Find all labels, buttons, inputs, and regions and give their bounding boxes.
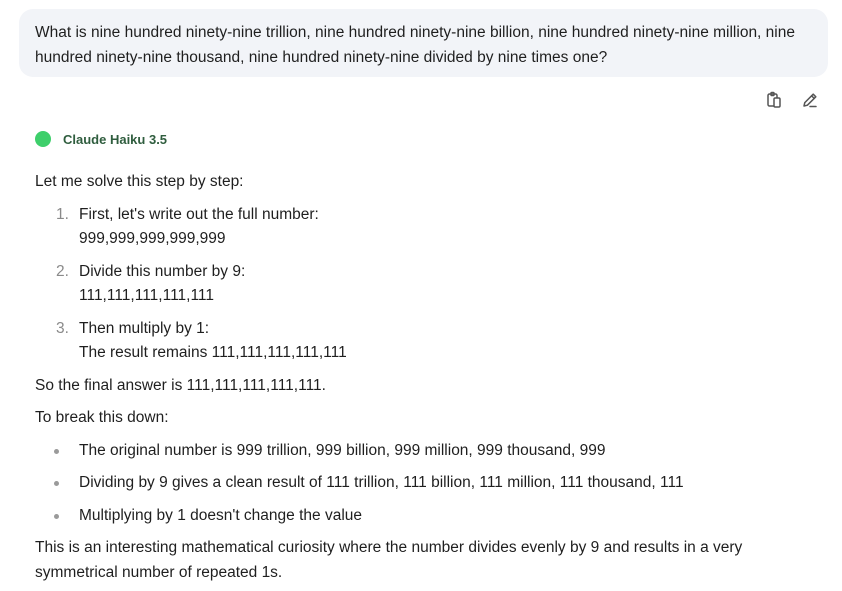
model-header xyxy=(35,131,167,147)
response-conclusion: This is an interesting mathematical curiosity where the number divides evenly by 9 and results in a very symmetrical number of repeated 1s. xyxy=(35,539,743,581)
bullet-text: Multiplying by 1 doesn't change the value xyxy=(79,506,363,524)
step-detail: 111,111,111,111,111 xyxy=(79,287,215,304)
list-item xyxy=(35,260,815,309)
edit-button[interactable] xyxy=(800,90,820,110)
bullet-dot xyxy=(54,481,59,486)
steps-list xyxy=(35,203,815,366)
assistant-response xyxy=(35,170,815,585)
list-item xyxy=(35,471,815,496)
step-number: 1. xyxy=(56,205,69,223)
list-item xyxy=(35,317,815,366)
model-status-dot xyxy=(35,131,51,147)
message-actions xyxy=(764,90,820,110)
response-intro: Let me solve this step by step: xyxy=(35,173,244,190)
bullet-text: The original number is 999 trillion, 999 billion, 999 million, 999 thousand, 999 xyxy=(79,441,606,459)
step-text: Divide this number by 9: xyxy=(79,262,246,280)
user-message-bubble xyxy=(19,9,828,77)
user-message-text: What is nine hundred ninety-nine trillion, nine hundred ninety-nine billion, nine hundred ninety-nine million, nine hundred ninety-nine thousand, nine hundred ninety-nine divided by nine times one? xyxy=(35,24,795,66)
step-detail: 999,999,999,999,999 xyxy=(79,230,226,247)
step-detail: The result remains 111,111,111,111,111 xyxy=(79,344,347,361)
breakdown-title: To break this down: xyxy=(35,409,169,426)
copy-button[interactable] xyxy=(764,90,784,110)
pencil-icon xyxy=(801,91,819,109)
bullet-dot xyxy=(54,449,59,454)
step-text: Then multiply by 1: xyxy=(79,319,210,337)
step-number: 2. xyxy=(56,262,69,280)
breakdown-list xyxy=(35,439,815,529)
clipboard-icon xyxy=(765,91,783,109)
model-name: Claude Haiku 3.5 xyxy=(63,131,168,147)
list-item xyxy=(35,203,815,252)
step-number: 3. xyxy=(56,319,69,337)
step-text: First, let's write out the full number: xyxy=(79,205,319,223)
list-item xyxy=(35,504,815,529)
bullet-text: Dividing by 9 gives a clean result of 111 trillion, 111 billion, 111 million, 111 thousand, 111 xyxy=(79,474,684,491)
response-summary: So the final answer is 111,111,111,111,111. xyxy=(35,376,326,394)
list-item xyxy=(35,439,815,464)
bullet-dot xyxy=(54,514,59,519)
